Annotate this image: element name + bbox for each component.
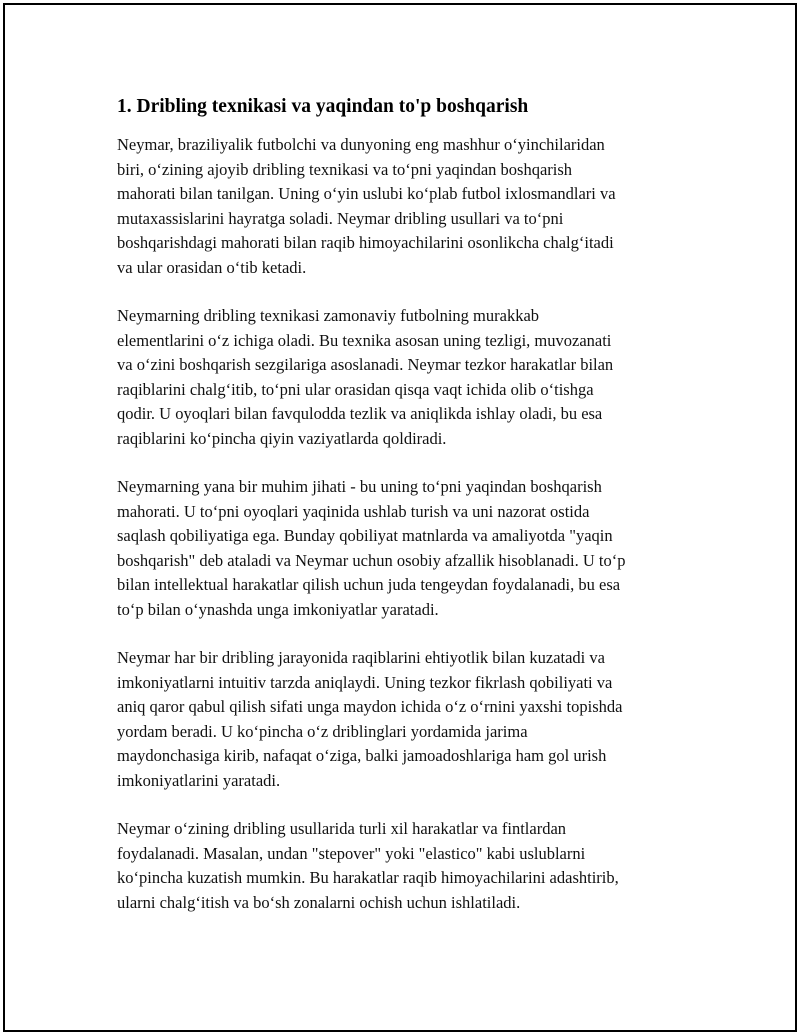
text-line: Neymar, braziliyalik futbolchi va dunyoning eng mashhur o‘yinchilaridan: [117, 135, 605, 154]
text-line: saqlash qobiliyatiga ega. Bunday qobiliyat matnlarda va amaliyotda "yaqin: [117, 526, 613, 545]
document-body: [117, 95, 689, 939]
text-line: raqiblarini ko‘pincha qiyin vaziyatlarda qoldiradi.: [117, 428, 447, 448]
text-line: va ular orasidan o‘tib ketadi.: [117, 257, 307, 277]
text-line: mahorati. U to‘pni oyoqlari yaqinida ushlab turish va uni nazorat ostida: [117, 501, 590, 521]
body-paragraph: [117, 817, 689, 915]
text-line: yordam beradi. U ko‘pincha o‘z driblinglari yordamida jarima: [117, 721, 528, 741]
text-line: imkoniyatlarni intuitiv tarzda aniqlaydi. Uning tezkor fikrlash qobiliyati va: [117, 672, 613, 692]
paragraph-list: [117, 133, 689, 915]
body-paragraph: [117, 133, 689, 280]
text-line: aniq qaror qabul qilish sifati unga maydon ichida o‘z o‘rnini yaxshi topishda: [117, 697, 623, 716]
text-line: va o‘zini boshqarish sezgilariga asoslanadi. Neymar tezkor harakatlar bilan: [117, 355, 614, 374]
text-line: bilan intellektual harakatlar qilish uchun juda tengeydan foydalanadi, bu esa: [117, 575, 621, 594]
text-line: boshqarishdagi mahorati bilan raqib himoyachilarini osonlikcha chalg‘itadi: [117, 233, 614, 252]
body-paragraph: [117, 304, 689, 451]
text-line: qodir. U oyoqlari bilan favqulodda tezlik va aniqlikda ishlay oladi, bu esa: [117, 404, 603, 423]
text-line: ko‘pincha kuzatish mumkin. Bu harakatlar raqib himoyachilarini adashtirib,: [117, 868, 619, 887]
text-line: imkoniyatlarini yaratadi.: [117, 770, 281, 790]
text-line: foydalanadi. Masalan, undan "stepover" yoki "elastico" kabi uslublarni: [117, 843, 586, 863]
text-line: boshqarish" deb ataladi va Neymar uchun osobiy afzallik hisoblanadi. U to‘p: [117, 550, 626, 570]
text-line: biri, o‘zining ajoyib dribling texnikasi va to‘pni yaqindan boshqarish: [117, 159, 573, 179]
text-line: elementlarini o‘z ichiga oladi. Bu texnika asosan uning tezligi, muvozanati: [117, 330, 612, 350]
text-line: Neymar har bir dribling jarayonida raqiblarini ehtiyotlik bilan kuzatadi va: [117, 648, 605, 667]
text-line: ularni chalg‘itish va bo‘sh zonalarni ochish uchun ishlatiladi.: [117, 892, 521, 912]
text-line: to‘p bilan o‘ynashda unga imkoniyatlar yaratadi.: [117, 599, 439, 619]
body-paragraph: [117, 646, 689, 793]
section-heading: 1. Dribling texnikasi va yaqindan to'p boshqarish: [117, 96, 529, 117]
text-line: mutaxassislarini hayratga soladi. Neymar dribling usullari va to‘pni: [117, 208, 564, 228]
text-line: Neymar o‘zining dribling usullarida turli xil harakatlar va fintlardan: [117, 819, 567, 838]
text-line: mahorati bilan tanilgan. Uning o‘yin uslubi ko‘plab futbol ixlosmandlari va: [117, 184, 616, 203]
text-line: maydonchasiga kirib, nafaqat o‘ziga, balki jamoadoshlariga ham gol urish: [117, 746, 607, 765]
body-paragraph: [117, 475, 689, 622]
text-line: raqiblarini chalg‘itib, to‘pni ular orasidan qisqa vaqt ichida olib o‘tishga: [117, 379, 594, 399]
text-line: Neymarning yana bir muhim jihati - bu uning to‘pni yaqindan boshqarish: [117, 477, 602, 496]
text-line: Neymarning dribling texnikasi zamonaviy futbolning murakkab: [117, 306, 540, 325]
